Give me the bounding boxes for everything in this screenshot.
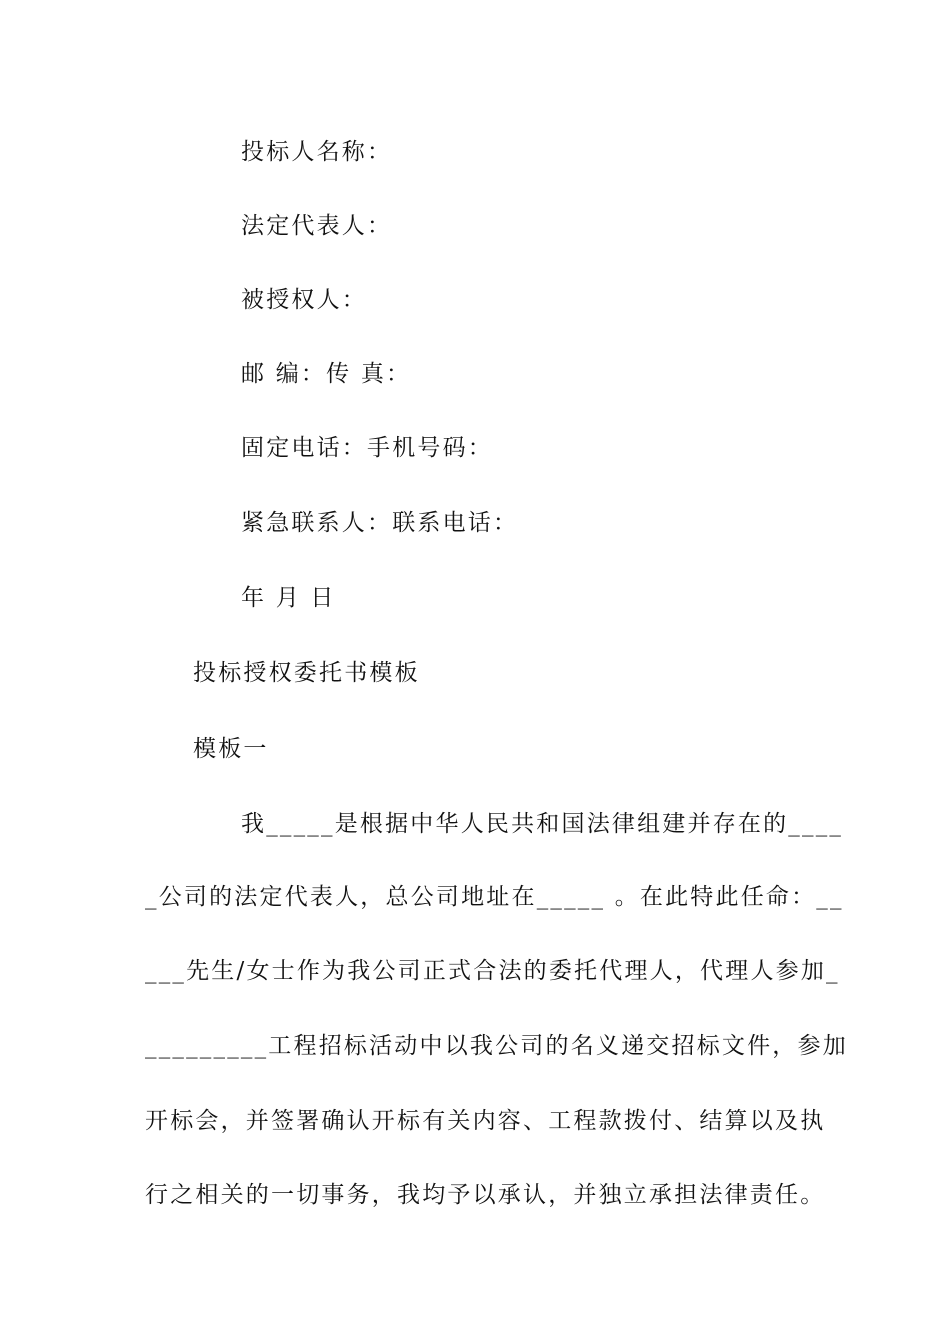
field-authorized-person: 被授权人： [241, 287, 367, 313]
section-subtitle: 模板一 [193, 736, 269, 762]
paragraph-line: 开标会，并签署确认开标有关内容、工程款拨付、结算以及执 [145, 1108, 826, 1134]
field-legal-representative: 法定代表人： [241, 213, 393, 239]
section-title: 投标授权委托书模板 [193, 660, 420, 686]
field-postcode-fax: 邮 编：传 真： [241, 361, 412, 387]
field-emergency-contact: 紧急联系人：联系电话： [241, 510, 519, 536]
field-date: 年 月 日 [241, 585, 336, 611]
field-bidder-name: 投标人名称： [241, 139, 393, 165]
paragraph-line: _公司的法定代表人，总公司地址在_____ 。在此特此任命：__ [145, 884, 844, 910]
paragraph-line: 行之相关的一切事务，我均予以承认，并独立承担法律责任。 [145, 1182, 826, 1208]
paragraph-line: _________工程招标活动中以我公司的名义递交招标文件，参加 [145, 1033, 848, 1059]
paragraph-line: 我_____是根据中华人民共和国法律组建并存在的____ [241, 811, 844, 837]
paragraph-line: ___先生/女士作为我公司正式合法的委托代理人，代理人参加_ [145, 958, 840, 984]
field-phone-mobile: 固定电话：手机号码： [241, 435, 493, 461]
